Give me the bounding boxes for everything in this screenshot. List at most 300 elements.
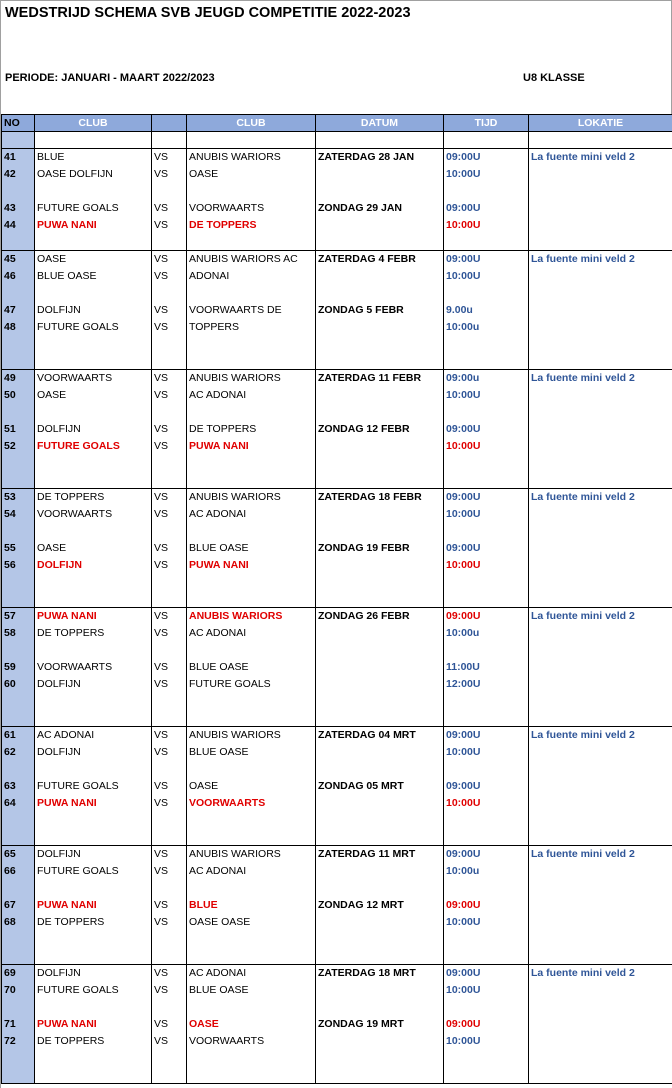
cell-date[interactable]: ZATERDAG 11 MRT	[316, 846, 444, 863]
cell-away-club[interactable]: VOORWAARTS DE	[187, 302, 316, 319]
cell-no[interactable]	[2, 183, 35, 200]
cell-date[interactable]: ZONDAG 5 FEBR	[316, 302, 444, 319]
cell-location[interactable]	[529, 353, 672, 370]
cell-vs[interactable]: VS	[152, 608, 187, 625]
cell-home-club[interactable]	[35, 761, 152, 778]
cell-time[interactable]: 09:00U	[444, 846, 529, 863]
cell-home-club[interactable]	[35, 829, 152, 846]
cell-no[interactable]: 54	[2, 506, 35, 523]
cell-home-club[interactable]	[35, 336, 152, 353]
cell-home-club[interactable]: OASE DOLFIJN	[35, 166, 152, 183]
cell-time[interactable]: 09:00U	[444, 608, 529, 625]
cell-time[interactable]: 10:00U	[444, 166, 529, 183]
cell-vs[interactable]	[152, 234, 187, 251]
cell-away-club[interactable]	[187, 285, 316, 302]
cell-no[interactable]	[2, 523, 35, 540]
cell-away-club[interactable]	[187, 642, 316, 659]
cell-home-club[interactable]	[35, 999, 152, 1016]
cell-home-club[interactable]: FUTURE GOALS	[35, 438, 152, 455]
cell-date[interactable]	[316, 863, 444, 880]
cell-away-club[interactable]: ANUBIS WARIORS	[187, 370, 316, 387]
cell-vs[interactable]: VS	[152, 625, 187, 642]
cell-date[interactable]	[316, 659, 444, 676]
cell-location[interactable]	[529, 217, 672, 234]
cell-time[interactable]: 09:00U	[444, 965, 529, 982]
cell-no[interactable]: 52	[2, 438, 35, 455]
cell-date[interactable]	[316, 234, 444, 251]
cell-location[interactable]	[529, 285, 672, 302]
cell-location[interactable]	[529, 880, 672, 897]
cell-away-club[interactable]: DE TOPPERS	[187, 421, 316, 438]
cell-vs[interactable]: VS	[152, 438, 187, 455]
cell-home-club[interactable]: DOLFIJN	[35, 557, 152, 574]
cell-home-club[interactable]	[35, 183, 152, 200]
cell-date[interactable]	[316, 268, 444, 285]
cell-time[interactable]: 9.00u	[444, 302, 529, 319]
cell-date[interactable]	[316, 761, 444, 778]
cell-vs[interactable]: VS	[152, 421, 187, 438]
cell-location[interactable]	[529, 795, 672, 812]
cell-time[interactable]: 09:00U	[444, 540, 529, 557]
cell-no[interactable]	[2, 829, 35, 846]
cell-time[interactable]	[444, 285, 529, 302]
cell-date[interactable]	[316, 795, 444, 812]
cell-away-club[interactable]: VOORWAARTS	[187, 795, 316, 812]
cell-vs[interactable]: VS	[152, 387, 187, 404]
cell-away-club[interactable]: AC ADONAI	[187, 863, 316, 880]
cell-date[interactable]	[316, 1033, 444, 1050]
cell-date[interactable]: ZATERDAG 28 JAN	[316, 149, 444, 166]
cell-location[interactable]	[529, 302, 672, 319]
cell-date[interactable]	[316, 455, 444, 472]
cell-no[interactable]	[2, 710, 35, 727]
cell-away-club[interactable]	[187, 693, 316, 710]
cell-date[interactable]: ZONDAG 29 JAN	[316, 200, 444, 217]
cell-home-club[interactable]	[35, 693, 152, 710]
cell-time[interactable]: 09:00U	[444, 897, 529, 914]
cell-time[interactable]	[444, 999, 529, 1016]
header-club-away[interactable]: CLUB	[187, 115, 316, 132]
cell-away-club[interactable]	[187, 132, 316, 149]
cell-vs[interactable]: VS	[152, 659, 187, 676]
cell-away-club[interactable]	[187, 574, 316, 591]
cell-away-club[interactable]	[187, 523, 316, 540]
cell-location[interactable]	[529, 812, 672, 829]
cell-no[interactable]: 58	[2, 625, 35, 642]
cell-home-club[interactable]	[35, 880, 152, 897]
cell-away-club[interactable]: BLUE OASE	[187, 540, 316, 557]
cell-location[interactable]	[529, 914, 672, 931]
cell-location[interactable]	[529, 676, 672, 693]
cell-home-club[interactable]: OASE	[35, 387, 152, 404]
cell-location[interactable]	[529, 319, 672, 336]
cell-time[interactable]: 10:00U	[444, 744, 529, 761]
cell-date[interactable]	[316, 693, 444, 710]
header-date[interactable]: DATUM	[316, 115, 444, 132]
cell-time[interactable]: 10:00U	[444, 217, 529, 234]
cell-vs[interactable]	[152, 999, 187, 1016]
cell-date[interactable]	[316, 319, 444, 336]
cell-vs[interactable]: VS	[152, 1016, 187, 1033]
cell-no[interactable]: 71	[2, 1016, 35, 1033]
cell-time[interactable]	[444, 1067, 529, 1084]
cell-home-club[interactable]: VOORWAARTS	[35, 506, 152, 523]
cell-location[interactable]	[529, 336, 672, 353]
cell-home-club[interactable]: PUWA NANI	[35, 1016, 152, 1033]
cell-home-club[interactable]	[35, 812, 152, 829]
cell-home-club[interactable]	[35, 710, 152, 727]
cell-vs[interactable]	[152, 710, 187, 727]
cell-no[interactable]: 66	[2, 863, 35, 880]
cell-location[interactable]	[529, 234, 672, 251]
cell-home-club[interactable]: DE TOPPERS	[35, 625, 152, 642]
cell-location[interactable]	[529, 1050, 672, 1067]
cell-home-club[interactable]: FUTURE GOALS	[35, 200, 152, 217]
cell-date[interactable]: ZONDAG 05 MRT	[316, 778, 444, 795]
cell-location[interactable]	[529, 387, 672, 404]
cell-no[interactable]	[2, 761, 35, 778]
cell-no[interactable]: 64	[2, 795, 35, 812]
cell-away-club[interactable]: OASE	[187, 166, 316, 183]
cell-home-club[interactable]: DOLFIJN	[35, 676, 152, 693]
cell-no[interactable]: 62	[2, 744, 35, 761]
cell-no[interactable]: 61	[2, 727, 35, 744]
cell-no[interactable]: 46	[2, 268, 35, 285]
cell-time[interactable]: 09:00U	[444, 1016, 529, 1033]
cell-no[interactable]	[2, 999, 35, 1016]
cell-home-club[interactable]	[35, 1067, 152, 1084]
cell-date[interactable]	[316, 574, 444, 591]
cell-no[interactable]: 41	[2, 149, 35, 166]
cell-away-club[interactable]: BLUE OASE	[187, 744, 316, 761]
cell-vs[interactable]: VS	[152, 676, 187, 693]
cell-date[interactable]	[316, 880, 444, 897]
cell-vs[interactable]	[152, 931, 187, 948]
cell-time[interactable]: 10:00U	[444, 1033, 529, 1050]
cell-vs[interactable]: VS	[152, 863, 187, 880]
cell-home-club[interactable]	[35, 642, 152, 659]
cell-location[interactable]	[529, 982, 672, 999]
cell-home-club[interactable]: PUWA NANI	[35, 608, 152, 625]
cell-vs[interactable]: VS	[152, 506, 187, 523]
cell-no[interactable]: 63	[2, 778, 35, 795]
cell-home-club[interactable]	[35, 1050, 152, 1067]
cell-date[interactable]	[316, 217, 444, 234]
cell-no[interactable]: 56	[2, 557, 35, 574]
cell-date[interactable]: ZATERDAG 11 FEBR	[316, 370, 444, 387]
cell-home-club[interactable]: BLUE	[35, 149, 152, 166]
cell-location[interactable]: La fuente mini veld 2	[529, 965, 672, 982]
cell-home-club[interactable]: AC ADONAI	[35, 727, 152, 744]
cell-date[interactable]	[316, 132, 444, 149]
cell-no[interactable]: 70	[2, 982, 35, 999]
cell-location[interactable]: La fuente mini veld 2	[529, 370, 672, 387]
cell-no[interactable]	[2, 353, 35, 370]
cell-date[interactable]	[316, 625, 444, 642]
cell-home-club[interactable]	[35, 472, 152, 489]
cell-away-club[interactable]	[187, 455, 316, 472]
cell-time[interactable]: 10:00U	[444, 268, 529, 285]
cell-away-club[interactable]: AC ADONAI	[187, 506, 316, 523]
cell-vs[interactable]: VS	[152, 897, 187, 914]
cell-time[interactable]	[444, 1050, 529, 1067]
cell-no[interactable]: 45	[2, 251, 35, 268]
cell-time[interactable]	[444, 353, 529, 370]
cell-home-club[interactable]: OASE	[35, 540, 152, 557]
cell-time[interactable]: 09:00U	[444, 251, 529, 268]
cell-time[interactable]: 12:00U	[444, 676, 529, 693]
cell-location[interactable]	[529, 778, 672, 795]
cell-location[interactable]: La fuente mini veld 2	[529, 489, 672, 506]
cell-location[interactable]: La fuente mini veld 2	[529, 846, 672, 863]
cell-vs[interactable]: VS	[152, 217, 187, 234]
cell-location[interactable]	[529, 710, 672, 727]
cell-date[interactable]	[316, 982, 444, 999]
cell-no[interactable]: 47	[2, 302, 35, 319]
cell-date[interactable]	[316, 829, 444, 846]
cell-vs[interactable]: VS	[152, 965, 187, 982]
cell-away-club[interactable]	[187, 472, 316, 489]
cell-away-club[interactable]: BLUE	[187, 897, 316, 914]
header-no[interactable]: NO	[2, 115, 35, 132]
cell-location[interactable]	[529, 744, 672, 761]
cell-no[interactable]	[2, 591, 35, 608]
cell-vs[interactable]: VS	[152, 1033, 187, 1050]
cell-home-club[interactable]	[35, 404, 152, 421]
cell-away-club[interactable]: ADONAI	[187, 268, 316, 285]
cell-no[interactable]	[2, 642, 35, 659]
cell-time[interactable]: 10:00u	[444, 625, 529, 642]
cell-time[interactable]	[444, 829, 529, 846]
cell-vs[interactable]: VS	[152, 744, 187, 761]
cell-vs[interactable]: VS	[152, 540, 187, 557]
cell-location[interactable]	[529, 472, 672, 489]
cell-vs[interactable]	[152, 761, 187, 778]
cell-no[interactable]	[2, 812, 35, 829]
cell-vs[interactable]	[152, 132, 187, 149]
cell-time[interactable]	[444, 574, 529, 591]
cell-location[interactable]	[529, 455, 672, 472]
cell-vs[interactable]: VS	[152, 302, 187, 319]
cell-location[interactable]	[529, 404, 672, 421]
cell-date[interactable]	[316, 1050, 444, 1067]
cell-away-club[interactable]: OASE	[187, 1016, 316, 1033]
cell-away-club[interactable]	[187, 829, 316, 846]
cell-date[interactable]: ZONDAG 12 MRT	[316, 897, 444, 914]
cell-date[interactable]	[316, 591, 444, 608]
cell-no[interactable]	[2, 948, 35, 965]
cell-home-club[interactable]: DOLFIJN	[35, 421, 152, 438]
cell-home-club[interactable]	[35, 132, 152, 149]
cell-location[interactable]: La fuente mini veld 2	[529, 149, 672, 166]
cell-date[interactable]: ZONDAG 19 FEBR	[316, 540, 444, 557]
cell-no[interactable]	[2, 404, 35, 421]
cell-no[interactable]: 49	[2, 370, 35, 387]
cell-home-club[interactable]: DOLFIJN	[35, 302, 152, 319]
cell-location[interactable]	[529, 829, 672, 846]
cell-vs[interactable]	[152, 591, 187, 608]
cell-date[interactable]: ZONDAG 12 FEBR	[316, 421, 444, 438]
cell-away-club[interactable]	[187, 1050, 316, 1067]
cell-location[interactable]	[529, 761, 672, 778]
cell-date[interactable]	[316, 472, 444, 489]
cell-home-club[interactable]	[35, 234, 152, 251]
cell-no[interactable]: 68	[2, 914, 35, 931]
cell-home-club[interactable]	[35, 591, 152, 608]
cell-vs[interactable]	[152, 642, 187, 659]
cell-location[interactable]	[529, 132, 672, 149]
cell-date[interactable]: ZATERDAG 18 MRT	[316, 965, 444, 982]
cell-no[interactable]	[2, 880, 35, 897]
cell-no[interactable]: 51	[2, 421, 35, 438]
cell-vs[interactable]	[152, 829, 187, 846]
cell-no[interactable]	[2, 336, 35, 353]
cell-date[interactable]	[316, 183, 444, 200]
cell-vs[interactable]: VS	[152, 200, 187, 217]
cell-home-club[interactable]: BLUE OASE	[35, 268, 152, 285]
cell-date[interactable]	[316, 948, 444, 965]
cell-date[interactable]	[316, 999, 444, 1016]
cell-time[interactable]	[444, 812, 529, 829]
cell-location[interactable]	[529, 931, 672, 948]
cell-time[interactable]: 10:00U	[444, 914, 529, 931]
cell-away-club[interactable]	[187, 880, 316, 897]
cell-date[interactable]	[316, 438, 444, 455]
cell-vs[interactable]	[152, 880, 187, 897]
cell-time[interactable]	[444, 948, 529, 965]
cell-time[interactable]	[444, 472, 529, 489]
header-vs[interactable]	[152, 115, 187, 132]
cell-away-club[interactable]: AC ADONAI	[187, 387, 316, 404]
cell-away-club[interactable]: DE TOPPERS	[187, 217, 316, 234]
cell-location[interactable]	[529, 693, 672, 710]
cell-no[interactable]	[2, 455, 35, 472]
cell-time[interactable]	[444, 931, 529, 948]
cell-away-club[interactable]	[187, 948, 316, 965]
cell-date[interactable]	[316, 812, 444, 829]
cell-no[interactable]: 53	[2, 489, 35, 506]
cell-away-club[interactable]: ANUBIS WARIORS	[187, 608, 316, 625]
cell-date[interactable]	[316, 523, 444, 540]
cell-location[interactable]	[529, 1016, 672, 1033]
cell-time[interactable]	[444, 132, 529, 149]
cell-vs[interactable]	[152, 336, 187, 353]
cell-date[interactable]	[316, 506, 444, 523]
header-time[interactable]: TIJD	[444, 115, 529, 132]
cell-away-club[interactable]	[187, 183, 316, 200]
cell-vs[interactable]	[152, 404, 187, 421]
cell-location[interactable]	[529, 625, 672, 642]
cell-vs[interactable]: VS	[152, 914, 187, 931]
header-club-home[interactable]: CLUB	[35, 115, 152, 132]
cell-away-club[interactable]: PUWA NANI	[187, 438, 316, 455]
cell-location[interactable]	[529, 863, 672, 880]
cell-location[interactable]	[529, 523, 672, 540]
cell-time[interactable]: 10:00U	[444, 506, 529, 523]
cell-no[interactable]: 50	[2, 387, 35, 404]
cell-time[interactable]: 10:00U	[444, 982, 529, 999]
cell-vs[interactable]: VS	[152, 166, 187, 183]
cell-time[interactable]: 10:00U	[444, 387, 529, 404]
cell-time[interactable]	[444, 710, 529, 727]
cell-time[interactable]	[444, 455, 529, 472]
cell-time[interactable]: 10:00U	[444, 557, 529, 574]
cell-location[interactable]	[529, 897, 672, 914]
cell-home-club[interactable]	[35, 931, 152, 948]
cell-no[interactable]	[2, 931, 35, 948]
cell-no[interactable]: 42	[2, 166, 35, 183]
cell-location[interactable]: La fuente mini veld 2	[529, 251, 672, 268]
cell-vs[interactable]	[152, 1067, 187, 1084]
cell-away-club[interactable]: OASE OASE	[187, 914, 316, 931]
cell-away-club[interactable]	[187, 404, 316, 421]
cell-away-club[interactable]: AC ADONAI	[187, 965, 316, 982]
cell-location[interactable]	[529, 506, 672, 523]
cell-no[interactable]: 65	[2, 846, 35, 863]
cell-time[interactable]: 09:00U	[444, 778, 529, 795]
cell-away-club[interactable]: ANUBIS WARIORS	[187, 727, 316, 744]
cell-no[interactable]: 48	[2, 319, 35, 336]
cell-away-club[interactable]	[187, 812, 316, 829]
cell-vs[interactable]: VS	[152, 319, 187, 336]
cell-no[interactable]	[2, 1067, 35, 1084]
cell-away-club[interactable]	[187, 234, 316, 251]
cell-vs[interactable]	[152, 812, 187, 829]
cell-home-club[interactable]: VOORWAARTS	[35, 370, 152, 387]
cell-home-club[interactable]: VOORWAARTS	[35, 659, 152, 676]
cell-home-club[interactable]	[35, 353, 152, 370]
header-location[interactable]: LOKATIE	[529, 115, 672, 132]
cell-vs[interactable]: VS	[152, 370, 187, 387]
cell-away-club[interactable]	[187, 710, 316, 727]
cell-home-club[interactable]	[35, 574, 152, 591]
cell-location[interactable]	[529, 1067, 672, 1084]
cell-home-club[interactable]: DOLFIJN	[35, 965, 152, 982]
cell-home-club[interactable]: PUWA NANI	[35, 897, 152, 914]
cell-vs[interactable]: VS	[152, 795, 187, 812]
cell-vs[interactable]: VS	[152, 489, 187, 506]
cell-away-club[interactable]: AC ADONAI	[187, 625, 316, 642]
cell-no[interactable]	[2, 574, 35, 591]
cell-home-club[interactable]: DE TOPPERS	[35, 914, 152, 931]
cell-date[interactable]	[316, 557, 444, 574]
cell-no[interactable]: 72	[2, 1033, 35, 1050]
cell-time[interactable]: 11:00U	[444, 659, 529, 676]
cell-date[interactable]: ZATERDAG 4 FEBR	[316, 251, 444, 268]
cell-time[interactable]: 10:00U	[444, 438, 529, 455]
cell-vs[interactable]: VS	[152, 268, 187, 285]
cell-location[interactable]	[529, 421, 672, 438]
cell-date[interactable]	[316, 914, 444, 931]
cell-away-club[interactable]: ANUBIS WARIORS	[187, 489, 316, 506]
cell-no[interactable]	[2, 234, 35, 251]
cell-time[interactable]: 10:00u	[444, 319, 529, 336]
cell-home-club[interactable]: DE TOPPERS	[35, 1033, 152, 1050]
cell-home-club[interactable]: FUTURE GOALS	[35, 982, 152, 999]
cell-location[interactable]	[529, 200, 672, 217]
cell-date[interactable]	[316, 336, 444, 353]
cell-vs[interactable]	[152, 948, 187, 965]
cell-date[interactable]: ZONDAG 19 MRT	[316, 1016, 444, 1033]
cell-away-club[interactable]: BLUE OASE	[187, 659, 316, 676]
cell-home-club[interactable]	[35, 285, 152, 302]
cell-location[interactable]	[529, 999, 672, 1016]
cell-vs[interactable]: VS	[152, 778, 187, 795]
cell-home-club[interactable]: FUTURE GOALS	[35, 319, 152, 336]
cell-no[interactable]	[2, 285, 35, 302]
cell-time[interactable]	[444, 336, 529, 353]
cell-time[interactable]	[444, 642, 529, 659]
